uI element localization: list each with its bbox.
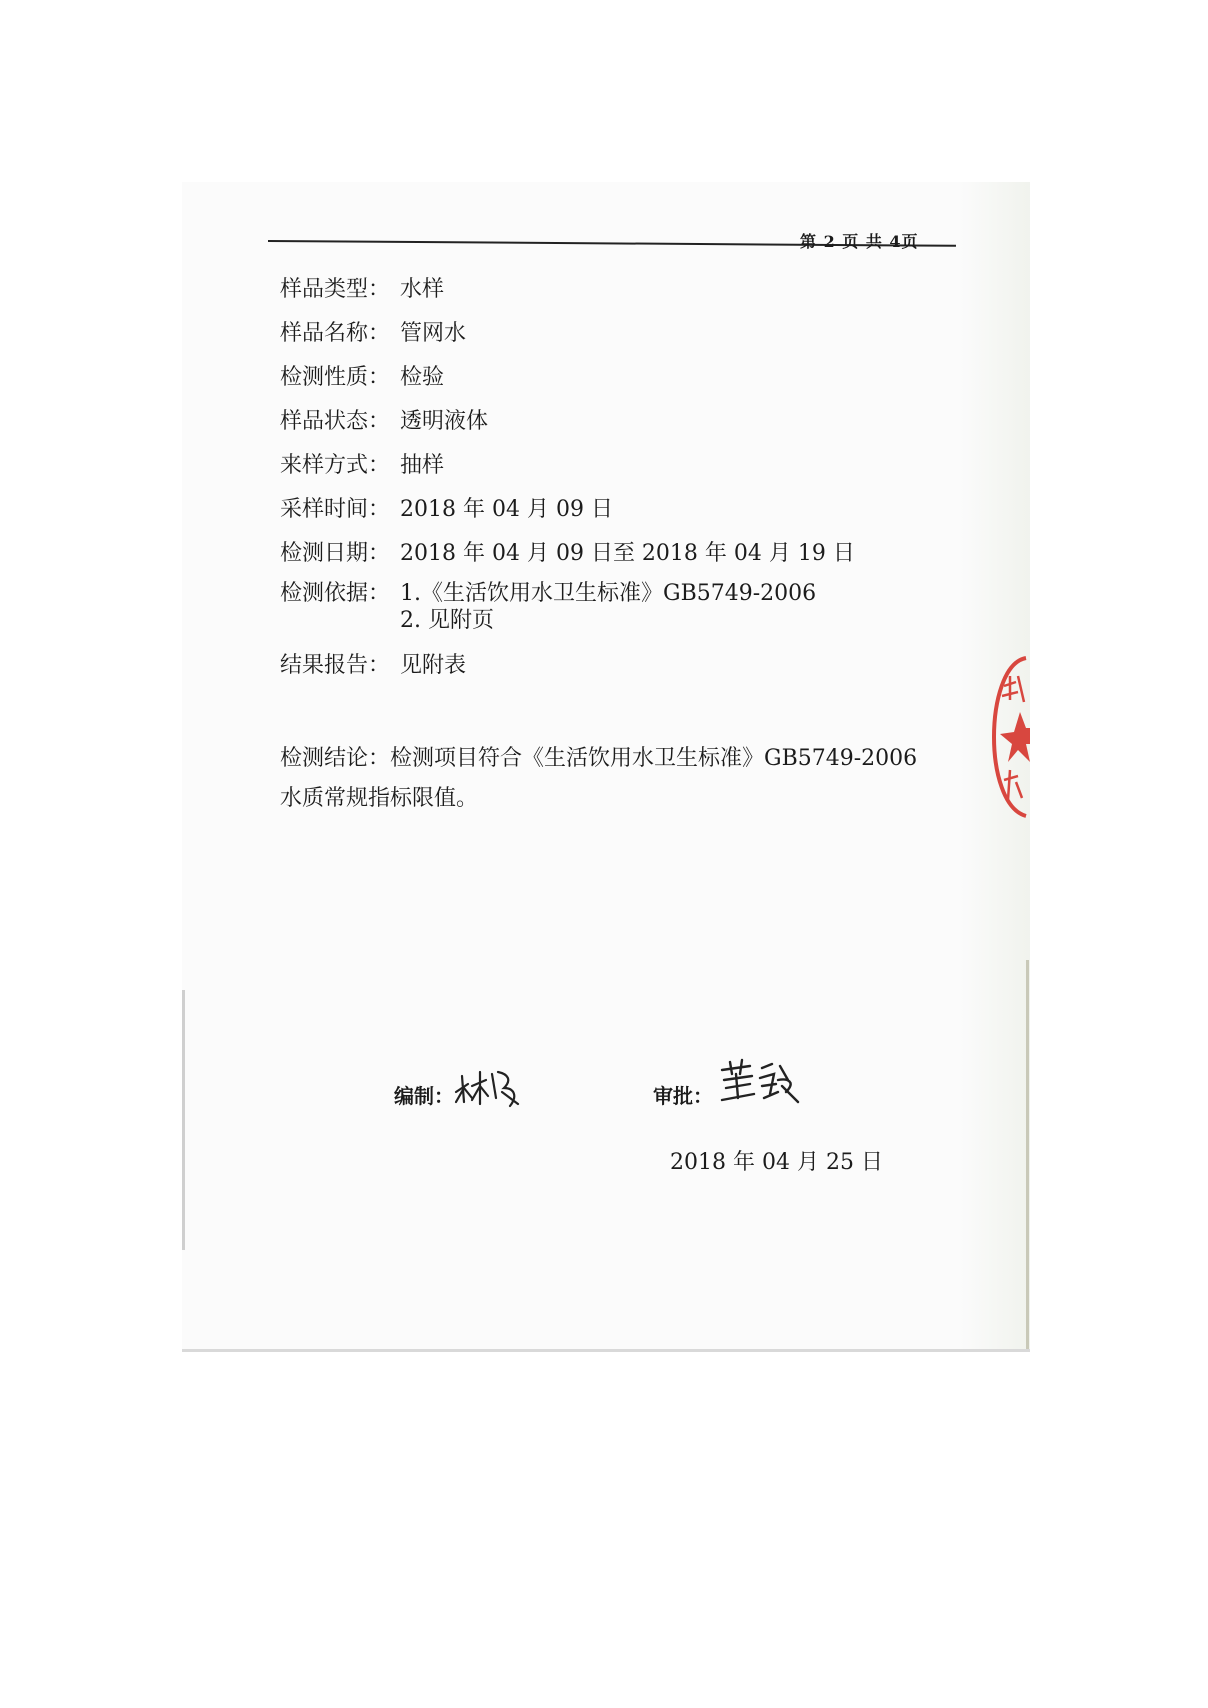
paper-edge-bottom xyxy=(182,1349,1030,1352)
approved-signature xyxy=(716,1058,802,1110)
field-test-basis xyxy=(280,576,400,607)
field-test-nature xyxy=(280,360,444,391)
field-label: 样品类型： xyxy=(280,277,391,302)
field-sample-state xyxy=(280,404,488,435)
field-label: 检测日期： xyxy=(280,541,391,566)
field-label: 来样方式： xyxy=(280,453,391,478)
test-basis-list xyxy=(400,580,816,634)
field-test-date xyxy=(280,536,855,567)
test-basis-item: 2. 见附页 xyxy=(400,608,494,633)
prepared-by-label: 编制： xyxy=(394,1084,454,1108)
field-sample-name xyxy=(280,316,466,347)
field-value: 见附表 xyxy=(400,653,467,678)
field-label: 结果报告： xyxy=(280,653,391,678)
approved-by-label: 审批： xyxy=(653,1084,713,1108)
field-sample-type xyxy=(280,272,444,303)
paper-edge-left xyxy=(182,990,185,1250)
field-value: 检验 xyxy=(400,365,445,390)
field-label: 检测性质： xyxy=(280,365,391,390)
field-value: 管网水 xyxy=(400,321,467,346)
field-value: 抽样 xyxy=(400,453,445,478)
field-result-report xyxy=(280,648,466,679)
official-seal xyxy=(990,652,1030,822)
field-value: 2018 年 04 月 09 日 xyxy=(400,497,613,522)
field-value: 透明液体 xyxy=(400,409,489,434)
field-value: 水样 xyxy=(400,277,445,302)
field-sampling-time xyxy=(280,492,613,523)
prepared-signature xyxy=(452,1062,524,1110)
field-label: 采样时间： xyxy=(280,497,391,522)
field-value: 2018 年 04 月 09 日至 2018 年 04 月 19 日 xyxy=(400,541,855,566)
report-date: 2018 年 04 月 25 日 xyxy=(670,1150,883,1175)
page-indicator: 第 2 页 共 4页 xyxy=(800,232,919,251)
field-label: 样品状态： xyxy=(280,409,391,434)
field-sampling-method xyxy=(280,448,444,479)
paper-edge-right xyxy=(1026,960,1029,1352)
test-basis-item: 1.《生活饮用水卫生标准》GB5749-2006 xyxy=(400,581,817,606)
conclusion-line-2: 水质常规指标限值。 xyxy=(280,786,479,811)
field-label: 样品名称： xyxy=(280,321,391,346)
conclusion-line-1: 检测结论：检测项目符合《生活饮用水卫生标准》GB5749-2006 xyxy=(280,746,918,771)
field-label: 检测依据： xyxy=(280,581,391,606)
